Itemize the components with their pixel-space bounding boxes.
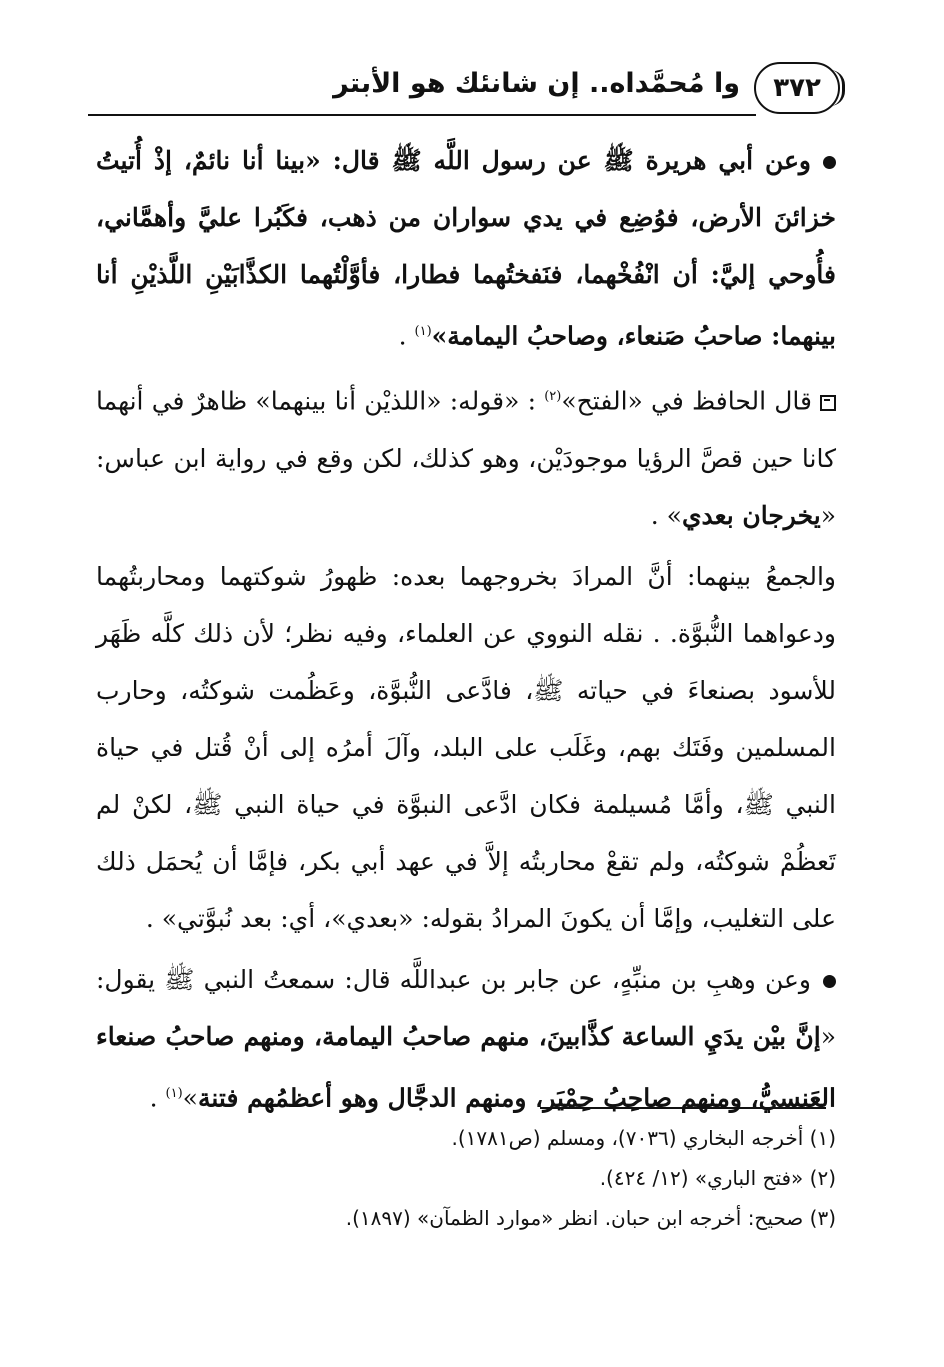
footnote-2: (٢) «فتح الباري» (١٢/ ٤٢٤). <box>599 1166 836 1190</box>
commentary-text: قال الحافظ في «الفتح» <box>561 386 812 416</box>
page-number: ٣٧٢ <box>754 62 840 114</box>
punct: . <box>398 321 415 351</box>
footnote-rule <box>540 1107 826 1109</box>
running-title: وا مُحمَّداه.. إن شانئك هو الأبتر <box>333 68 740 99</box>
footnote-3: (٣) صحيح: أخرجه ابن حبان. انظر «موارد الظمآن» (١٨٩٧). <box>345 1206 836 1230</box>
note-square-icon <box>820 395 836 411</box>
reconciliation-text: والجمعُ بينهما: أنَّ المرادَ بخروجهما بعده: ظهورُ شوكتهما ومحاربتُهما ودعواهما النُّبوَّة. . نقله النووي عن العلماء، وفيه نظر؛ لأن ذلك كلَّه ظَهَر للأسود بصنعاءَ في حياته ﷺ، فادَّعى النُّبوَّة، وعَظُمت شوكتُه، وحارب المسلمين وفَتَك بهم، وغَلَب على البلد، وآلَ أمرُه إلى أنْ قُتل في حياة النبي ﷺ، وأمَّا مُسيلمة فكان ادَّعى النبوَّة في حياة النبي ﷺ، لكنْ لم تَعظُمْ شوكتُه، ولم تقعْ محاربتُه إلاَّ في عهد أبي بكر، فإمَّا أن يُحمَل ذلك على التغليب، وإمَّا أن يكونَ المرادُ بقوله: «بعدي»، أي: بعد نُبوَّتي» . <box>96 561 836 933</box>
footnotes <box>300 1118 836 1238</box>
paragraph-hadith-2 <box>96 951 836 1126</box>
bullet-icon <box>823 156 836 169</box>
page-body <box>96 132 836 1126</box>
quote-close: » <box>182 1082 198 1112</box>
header-rule <box>88 114 756 116</box>
footnote-ref: (٢) <box>544 389 562 405</box>
paragraph-reconciliation <box>96 548 836 947</box>
footnote-1: (١) أخرجه البخاري (٧٠٣٦)، ومسلم (ص١٧٨١). <box>451 1126 836 1150</box>
commentary-text-rest: : «قوله: «اللذيْن أنا بينهما» ظاهرٌ في أنهما كانا حين قصَّ الرؤيا موجودَيْن، وهو كذلك، لكن وقع في رواية ابن عباس: « <box>96 386 836 530</box>
page-header <box>88 60 840 120</box>
hadith-text: إنَّ بيْن يدَيِ الساعة كذَّابينَ، منهم صاحبُ اليمامة، ومنهم صاحبُ صنعاء العَنسيُّ، ومنهم صاحِبُ حِمْيَر، ومنهم الدجَّال وهو أعظمُهم فتنة <box>96 1021 836 1112</box>
narration-intro: وعن وهبِ بن منبِّهٍ، عن جابر بن عبداللَّه قال: سمعتُ النبي ﷺ يقول: « <box>96 964 836 1051</box>
hadith-text: وعن أبي هريرة ﷺ عن رسول اللَّه ﷺ قال: «بينا أنا نائمٌ، إذْ أُتيتُ خزائنَ الأرض، فوُضِع في يدي سواران من ذهب، فكَبُرا عليَّ وأهمَّاني، فأُوحي إليَّ: أن انْفُخْهما، فنَفختُهما فطارا، فأوَّلْتُهما الكذَّابَيْنِ اللَّذيْنِ أنا بينهما: صاحبُ صَنعاء، وصاحبُ اليمامة» <box>96 146 836 351</box>
paragraph-hadith-1 <box>96 132 836 364</box>
footnote-ref: (١) <box>165 1085 183 1101</box>
quoted-phrase: يخرجان بعدي <box>681 500 821 530</box>
paragraph-commentary <box>96 368 836 543</box>
bullet-icon <box>823 975 836 988</box>
punct: » . <box>650 500 682 530</box>
footnote-ref: (١) <box>414 324 432 339</box>
punct: . <box>149 1082 166 1112</box>
